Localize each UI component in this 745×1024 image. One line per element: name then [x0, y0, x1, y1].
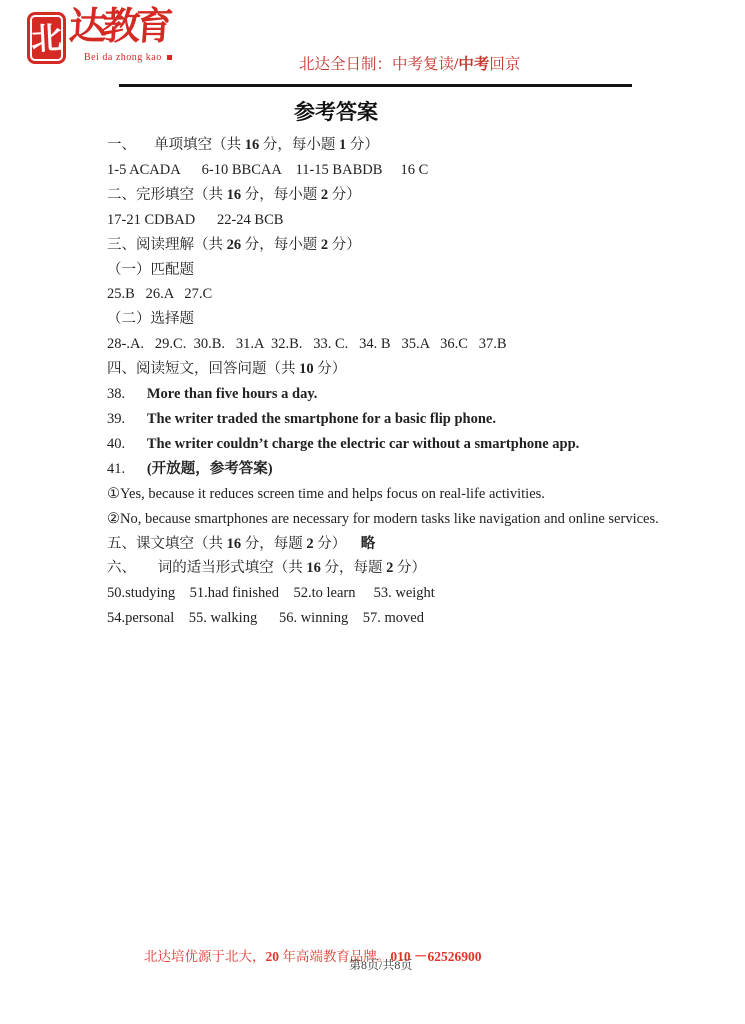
- footer-promo: [144, 945, 482, 965]
- header-tagline: [299, 52, 520, 74]
- text-segment: 54.personal 55. walking 56. winning 57. moved: [107, 610, 424, 627]
- text-segment: （二）选择题: [107, 311, 194, 328]
- text-segment: 16: [226, 535, 242, 552]
- text-segment: 39.: [107, 410, 147, 427]
- header-divider-rule: [119, 84, 632, 87]
- text-segment: 回京: [489, 56, 521, 73]
- text-segment: 2: [306, 535, 314, 552]
- text-segment: ①Yes, because it reduces screen time and helps focus on real-life activities.: [107, 485, 545, 502]
- text-segment: 1-5 ACADA 6-10 BBCAA 11-15 BABDB 16 C: [107, 161, 429, 178]
- body-line-10: [107, 357, 735, 382]
- answer-body: [107, 133, 735, 631]
- text-segment: The writer traded the smartphone for a basic flip phone.: [146, 410, 496, 427]
- logo-subtitle: [84, 52, 172, 63]
- body-line-2: [107, 158, 735, 183]
- text-segment: 16: [306, 560, 321, 577]
- text-segment: /中考: [454, 56, 490, 73]
- body-line-16: [107, 507, 735, 532]
- text-segment: 一、: [107, 137, 155, 153]
- body-line-9: [107, 332, 735, 357]
- text-segment: 41.: [107, 460, 147, 477]
- text-segment: 分）: [313, 361, 347, 378]
- body-line-12: [107, 407, 735, 432]
- logo-subtitle-text: Bei da zhong kao: [84, 52, 162, 63]
- body-line-5: [107, 233, 735, 258]
- text-segment: More than five hours a day.: [146, 386, 318, 403]
- text-segment: 分，每小题: [241, 186, 321, 203]
- footer-page-indicator: 第8页/共8页: [349, 958, 413, 972]
- text-segment: 单项填空（共: [154, 137, 245, 153]
- text-segment: 北达培优源于北大，: [144, 949, 266, 964]
- text-segment: 五、课文填空（共: [107, 535, 227, 552]
- body-line-17: [107, 532, 735, 557]
- text-segment: 25.B 26.A 27.C: [107, 286, 213, 303]
- body-line-19: [107, 581, 735, 606]
- text-segment: 北达全日制：中考复读: [299, 56, 455, 73]
- text-segment: 17-21 CDBAD 22-24 BCB: [107, 211, 284, 228]
- body-line-20: [107, 606, 735, 631]
- text-segment: ②No, because smartphones are necessary for modern tasks like navigation and online services.: [107, 510, 659, 527]
- body-line-18: [107, 556, 735, 581]
- text-segment: 1: [339, 137, 347, 153]
- text-segment: 分，每题: [241, 535, 307, 552]
- body-line-7: [107, 282, 735, 307]
- text-segment: 10: [299, 361, 314, 378]
- text-segment: 分，每小题: [241, 236, 321, 253]
- text-segment: 分）: [313, 535, 361, 552]
- text-segment: (开放题，参考答案): [146, 460, 273, 477]
- body-line-15: [107, 482, 735, 507]
- text-segment: 略: [360, 535, 376, 552]
- text-segment: 2: [320, 236, 329, 253]
- text-segment: 2: [386, 560, 394, 577]
- text-segment: 分）: [393, 560, 426, 577]
- body-line-14: [107, 457, 735, 482]
- text-segment: 分）: [346, 137, 379, 153]
- logo-seal-character: 北: [30, 19, 63, 57]
- page-title: 参考答案: [294, 100, 378, 124]
- text-segment: 16: [226, 186, 242, 203]
- text-segment: 2: [320, 186, 329, 203]
- text-segment: 分）: [328, 236, 361, 253]
- text-segment: The writer couldn’t charge the electric car without a smartphone app.: [146, 435, 580, 452]
- text-segment: 三、阅读理解（共: [107, 236, 227, 253]
- body-line-3: [107, 183, 735, 208]
- body-line-13: [107, 432, 735, 457]
- text-segment: 分，每题: [320, 560, 387, 577]
- text-segment: 38.: [107, 386, 147, 403]
- body-line-11: [107, 382, 735, 407]
- square-bullet-icon: [167, 55, 172, 60]
- logo-seal: [27, 12, 66, 64]
- body-line-8: [107, 307, 735, 332]
- text-segment: 28-.A. 29.C. 30.B. 31.A 32.B. 33. C. 34. B 35.A 36.C 37.B: [107, 336, 507, 353]
- text-segment: 16: [244, 137, 260, 153]
- body-line-6: [107, 258, 735, 283]
- text-segment: 六、 词的适当形式填空（共: [107, 560, 307, 577]
- text-segment: 26: [226, 236, 242, 253]
- text-segment: 40.: [107, 435, 147, 452]
- text-segment: 分，每小题: [259, 137, 339, 153]
- logo-seal-border: [30, 15, 63, 61]
- text-segment: 010 －62526900: [390, 949, 482, 964]
- body-line-1: [107, 133, 735, 158]
- text-segment: 二、完形填空（共: [107, 186, 227, 203]
- text-segment: 分）: [328, 186, 361, 203]
- text-segment: 20: [265, 949, 279, 964]
- logo-brand-text: 达教育: [67, 6, 170, 48]
- body-line-4: [107, 208, 735, 233]
- text-segment: 年高端教育品牌。: [279, 949, 391, 964]
- text-segment: （一）匹配题: [107, 261, 194, 278]
- text-segment: 四、阅读短文，回答问题（共: [107, 361, 300, 378]
- text-segment: 50.studying 51.had finished 52.to learn 53. weight: [107, 585, 435, 602]
